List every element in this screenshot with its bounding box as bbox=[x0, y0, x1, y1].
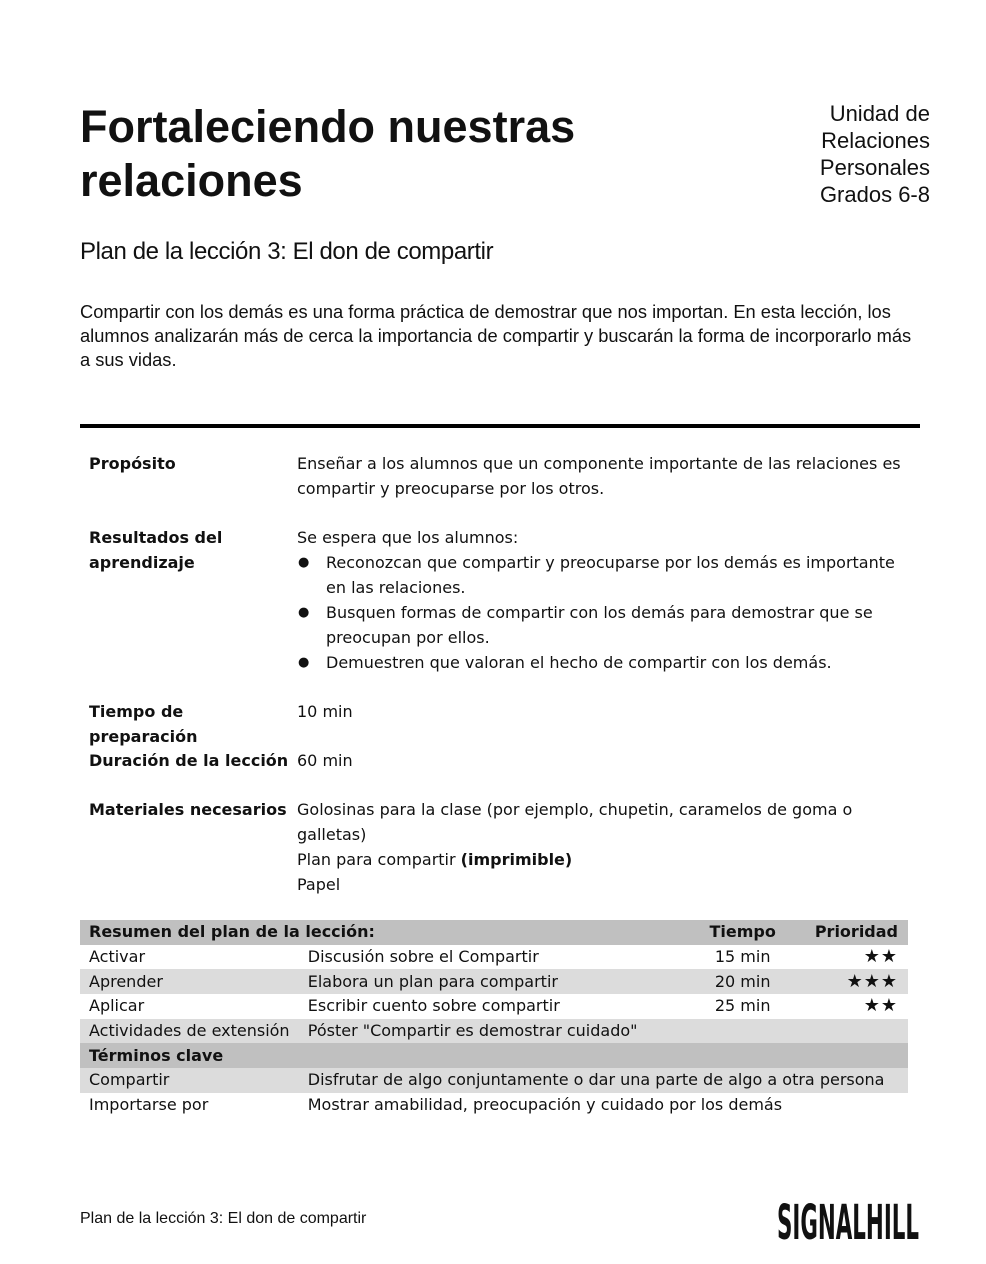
table-row bbox=[80, 994, 908, 1019]
stage-cell: Aplicar bbox=[89, 996, 145, 1016]
lesson-summary-table bbox=[80, 920, 908, 1118]
outcomes-label: Resultados del aprendizaje bbox=[89, 528, 223, 572]
priority-cell bbox=[780, 1019, 908, 1044]
section-divider bbox=[80, 424, 920, 428]
time-cell bbox=[705, 1019, 780, 1044]
list-item: ● Reconozcan que compartir y preocuparse por los demás es importante en las relaciones. bbox=[297, 550, 907, 600]
activity-cell: Elabora un plan para compartir bbox=[299, 969, 705, 994]
unit-line: Personales bbox=[819, 155, 930, 180]
signalhill-logo bbox=[776, 1195, 920, 1247]
priority-cell bbox=[780, 945, 908, 970]
material-item: Papel bbox=[297, 875, 341, 894]
time-cell: 25 min bbox=[714, 996, 771, 1016]
material-text: Plan para compartir bbox=[297, 850, 461, 869]
table-header-row bbox=[80, 920, 908, 945]
term-cell: Compartir bbox=[80, 1068, 299, 1093]
priority-cell bbox=[780, 994, 908, 1019]
purpose-value: Enseñar a los alumnos que un componente importante de las relaciones es compartir y preocuparse por los otros. bbox=[297, 454, 901, 498]
unit-line: Relaciones bbox=[821, 128, 930, 153]
stage-cell: Aprender bbox=[80, 969, 299, 994]
table-row bbox=[80, 1068, 908, 1093]
terms-header: Términos clave bbox=[80, 1043, 908, 1068]
time-header: Tiempo bbox=[705, 920, 780, 945]
unit-info bbox=[820, 100, 930, 208]
stage-cell: Actividades de extensión bbox=[80, 1019, 299, 1044]
material-item bbox=[297, 847, 877, 872]
table-row bbox=[80, 945, 908, 970]
materials-label: Materiales necesarios bbox=[89, 800, 287, 819]
lesson-subtitle: Plan de la lección 3: El don de compartir bbox=[80, 238, 494, 265]
duration-value: 60 min bbox=[297, 751, 353, 770]
duration-label: Duración de la lección bbox=[89, 751, 289, 770]
unit-line: Unidad de bbox=[829, 101, 930, 126]
table-row bbox=[80, 1093, 908, 1118]
grade-range: Grados 6-8 bbox=[819, 182, 930, 207]
priority-cell bbox=[780, 969, 908, 994]
priority-stars-icon: ★★★ bbox=[846, 970, 898, 992]
time-cell: 15 min bbox=[714, 947, 771, 967]
printable-link: (imprimible) bbox=[460, 850, 573, 869]
list-item: ● Demuestren que valoran el hecho de compartir con los demás. bbox=[297, 650, 907, 675]
priority-header: Prioridad bbox=[780, 920, 908, 945]
outcomes-list bbox=[297, 550, 907, 675]
prep-time-label: Tiempo de preparación bbox=[89, 702, 198, 746]
time-cell: 20 min bbox=[705, 969, 780, 994]
prep-time-value: 10 min bbox=[297, 702, 353, 721]
purpose-label: Propósito bbox=[89, 454, 176, 473]
definition-cell: Disfrutar de algo conjuntamente o dar una parte de algo a otra persona bbox=[299, 1068, 908, 1093]
outcomes-value bbox=[297, 525, 907, 675]
logo-text: SIGNALHILL bbox=[777, 1195, 919, 1247]
summary-header-label: Resumen del plan de la lección: bbox=[80, 920, 705, 945]
footer-text: Plan de la lección 3: El don de compartir bbox=[80, 1210, 367, 1227]
stage-cell: Activar bbox=[89, 947, 146, 967]
priority-stars-icon: ★★ bbox=[863, 995, 898, 1017]
definition-cell: Mostrar amabilidad, preocupación y cuidado por los demás bbox=[307, 1095, 783, 1115]
lesson-intro: Compartir con los demás es una forma práctica de demostrar que nos importan. En esta lección, los alumnos analizarán más de cerca la importancia de compartir y buscarán la forma de incorporarlo más a sus vidas. bbox=[80, 301, 912, 370]
activity-cell: Póster "Compartir es demostrar cuidado" bbox=[299, 1019, 705, 1044]
list-item: ● Busquen formas de compartir con los demás para demostrar que se preocupan por ellos. bbox=[297, 600, 907, 650]
term-cell: Importarse por bbox=[89, 1095, 209, 1115]
outcomes-intro: Se espera que los alumnos: bbox=[297, 528, 519, 547]
terms-header-row bbox=[80, 1043, 908, 1068]
material-item: Golosinas para la clase (por ejemplo, chupetin, caramelos de goma o galletas) bbox=[297, 800, 853, 844]
page-title: Fortaleciendo nuestras relaciones bbox=[80, 101, 576, 206]
priority-stars-icon: ★★ bbox=[863, 946, 898, 968]
table-row bbox=[80, 1019, 908, 1044]
table-row bbox=[80, 969, 908, 994]
activity-cell: Discusión sobre el Compartir bbox=[307, 947, 539, 967]
materials-value bbox=[297, 797, 877, 897]
activity-cell: Escribir cuento sobre compartir bbox=[307, 996, 560, 1016]
